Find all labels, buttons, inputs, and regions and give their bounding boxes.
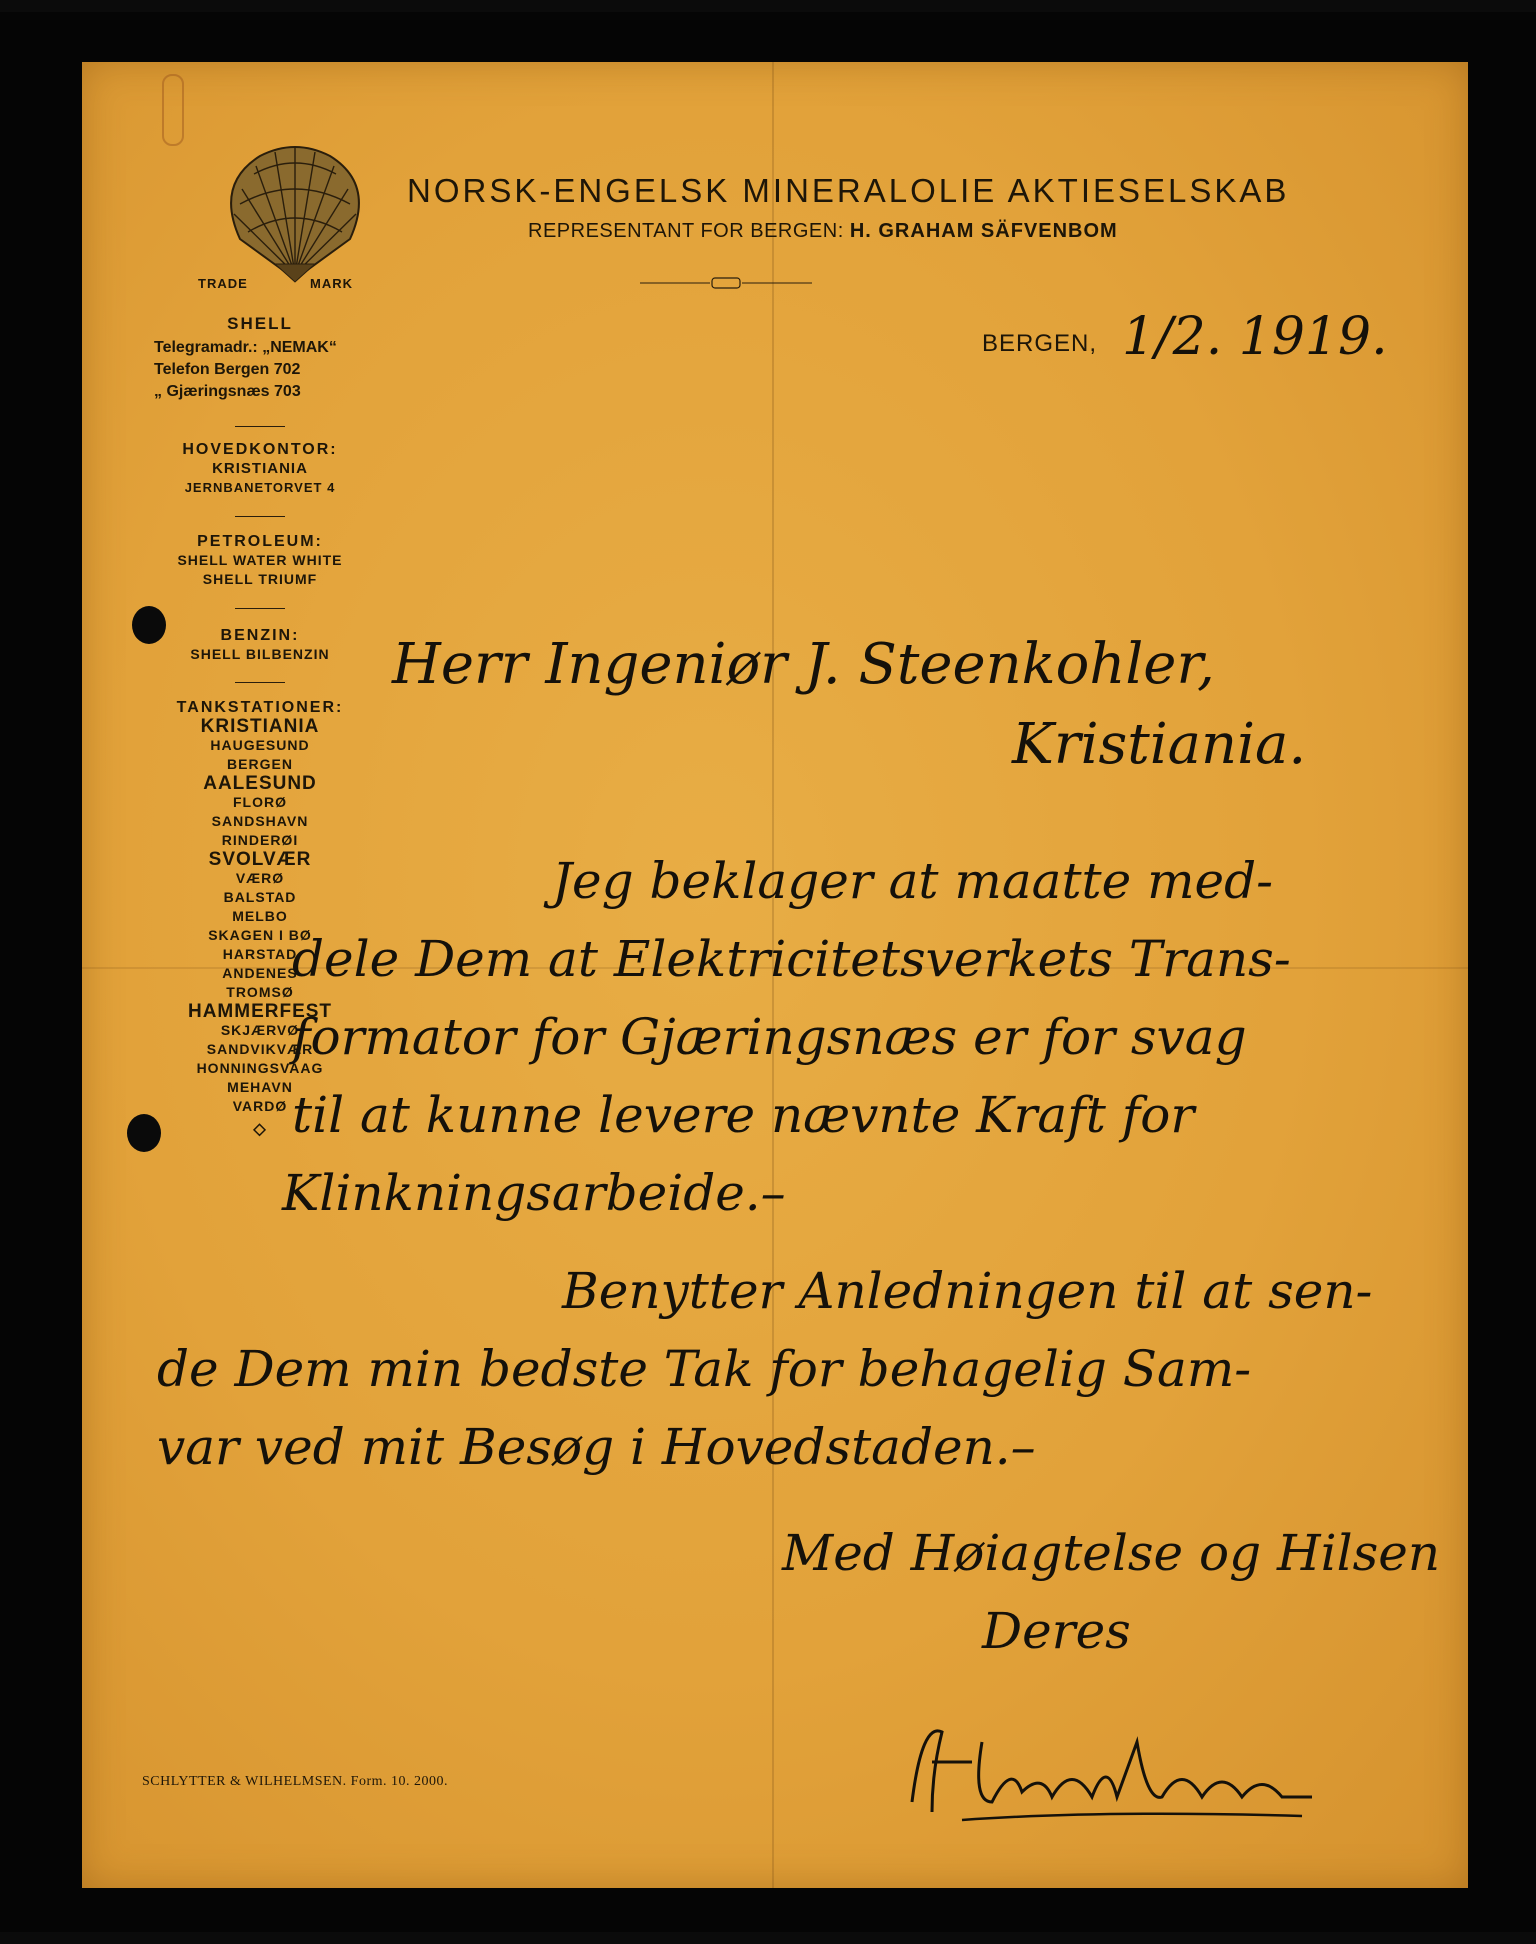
addressee-city: Kristiania. <box>1012 712 1307 777</box>
hq-address: JERNBANETORVET 4 <box>184 480 336 495</box>
divider <box>235 426 285 427</box>
station-major: KRISTIANIA <box>200 716 320 737</box>
body-line: Jeg beklager at maatte med- <box>552 852 1274 910</box>
phone-gjaeringsnaes: „ Gjæringsnæs 703 <box>154 383 301 400</box>
letter-date: 1/2. 1919. <box>1122 307 1388 367</box>
station: TROMSØ <box>226 984 294 1000</box>
body-line: til at kunne levere nævnte Kraft for <box>292 1086 1195 1144</box>
body-line: Deres <box>982 1602 1131 1660</box>
body-line: de Dem min bedste Tak for behagelig Sam- <box>157 1340 1252 1398</box>
contact-block <box>140 337 380 403</box>
station: RINDERØI <box>221 832 299 848</box>
paperclip-mark <box>162 74 184 146</box>
letter-sheet <box>82 62 1468 1888</box>
divider <box>235 516 285 517</box>
station-major: AALESUND <box>203 773 317 794</box>
station: SKJÆRVØ <box>220 1022 300 1038</box>
station: MELBO <box>232 908 288 924</box>
station: SKAGEN I BØ <box>208 927 312 943</box>
body-line: var ved mit Besøg i Hovedstaden.– <box>157 1418 1036 1476</box>
body-line: Klinkningsarbeide.– <box>282 1164 786 1222</box>
signature-image <box>902 1702 1322 1822</box>
station: MEHAVN <box>227 1079 293 1095</box>
petroleum-item: SHELL TRIUMF <box>202 571 318 587</box>
divider <box>235 682 285 683</box>
representative-name: H. GRAHAM SÄFVENBOM <box>849 220 1118 242</box>
hq-city: KRISTIANIA <box>212 460 308 477</box>
printer-imprint: SCHLYTTER & WILHELMSEN. Form. 10. 2000. <box>142 1774 449 1789</box>
petroleum-item: SHELL WATER WHITE <box>177 552 343 568</box>
body-line: Med Høiagtelse og Hilsen <box>782 1524 1441 1582</box>
company-name: NORSK-ENGELSK MINERALOLIE AKTIESELSKAB <box>407 172 1290 209</box>
station: ANDENES <box>222 965 298 981</box>
station: VARDØ <box>232 1098 288 1114</box>
benzin-title: BENZIN: <box>220 627 300 644</box>
body-line: dele Dem at Elektricitetsverkets Trans- <box>292 930 1291 988</box>
petroleum-section <box>140 532 380 589</box>
tank-section <box>140 698 380 1139</box>
trade-label: TRADE <box>198 276 248 291</box>
body-line: Benytter Anledningen til at sen- <box>562 1262 1373 1320</box>
hq-title: HOVEDKONTOR: <box>182 441 338 458</box>
station: HARSTAD <box>222 946 298 962</box>
header-ornament <box>640 276 812 290</box>
station: BALSTAD <box>223 889 297 905</box>
tank-title: TANKSTATIONER: <box>176 699 344 716</box>
station: SANDSHAVN <box>211 813 309 829</box>
station-major: HAMMERFEST <box>187 1001 333 1022</box>
divider <box>235 608 285 609</box>
phone-bergen: Telefon Bergen 702 <box>154 361 301 378</box>
station: FLORØ <box>233 794 287 810</box>
benzin-section <box>140 626 380 664</box>
station: SANDVIKVÆR <box>206 1041 314 1057</box>
station-major: SVOLVÆR <box>208 849 312 870</box>
place-label: BERGEN, <box>982 330 1098 357</box>
telegram-address: Telegramadr.: „NEMAK“ <box>154 339 337 356</box>
bottom-film-strip <box>0 1932 1536 1944</box>
body-line: formator for Gjæringsnæs er for svag <box>292 1008 1247 1066</box>
mark-label: MARK <box>310 276 353 291</box>
station: HAUGESUND <box>210 737 310 753</box>
petroleum-title: PETROLEUM: <box>197 533 323 550</box>
addressee: Herr Ingeniør J. Steenkohler, <box>392 632 1215 697</box>
representative-line <box>528 220 1118 243</box>
representative-prefix: REPRESENTANT FOR BERGEN: <box>528 220 844 242</box>
top-film-strip <box>0 0 1536 12</box>
hq-section <box>140 440 380 497</box>
brand-name: SHELL <box>227 314 293 333</box>
diamond-ornament: ◇ <box>253 1121 267 1138</box>
station: HONNINGSVAAG <box>196 1060 324 1076</box>
station: BERGEN <box>227 756 293 772</box>
benzin-item: SHELL BILBENZIN <box>190 646 330 662</box>
shell-logo-icon <box>220 144 370 284</box>
station: VÆRØ <box>235 870 285 886</box>
